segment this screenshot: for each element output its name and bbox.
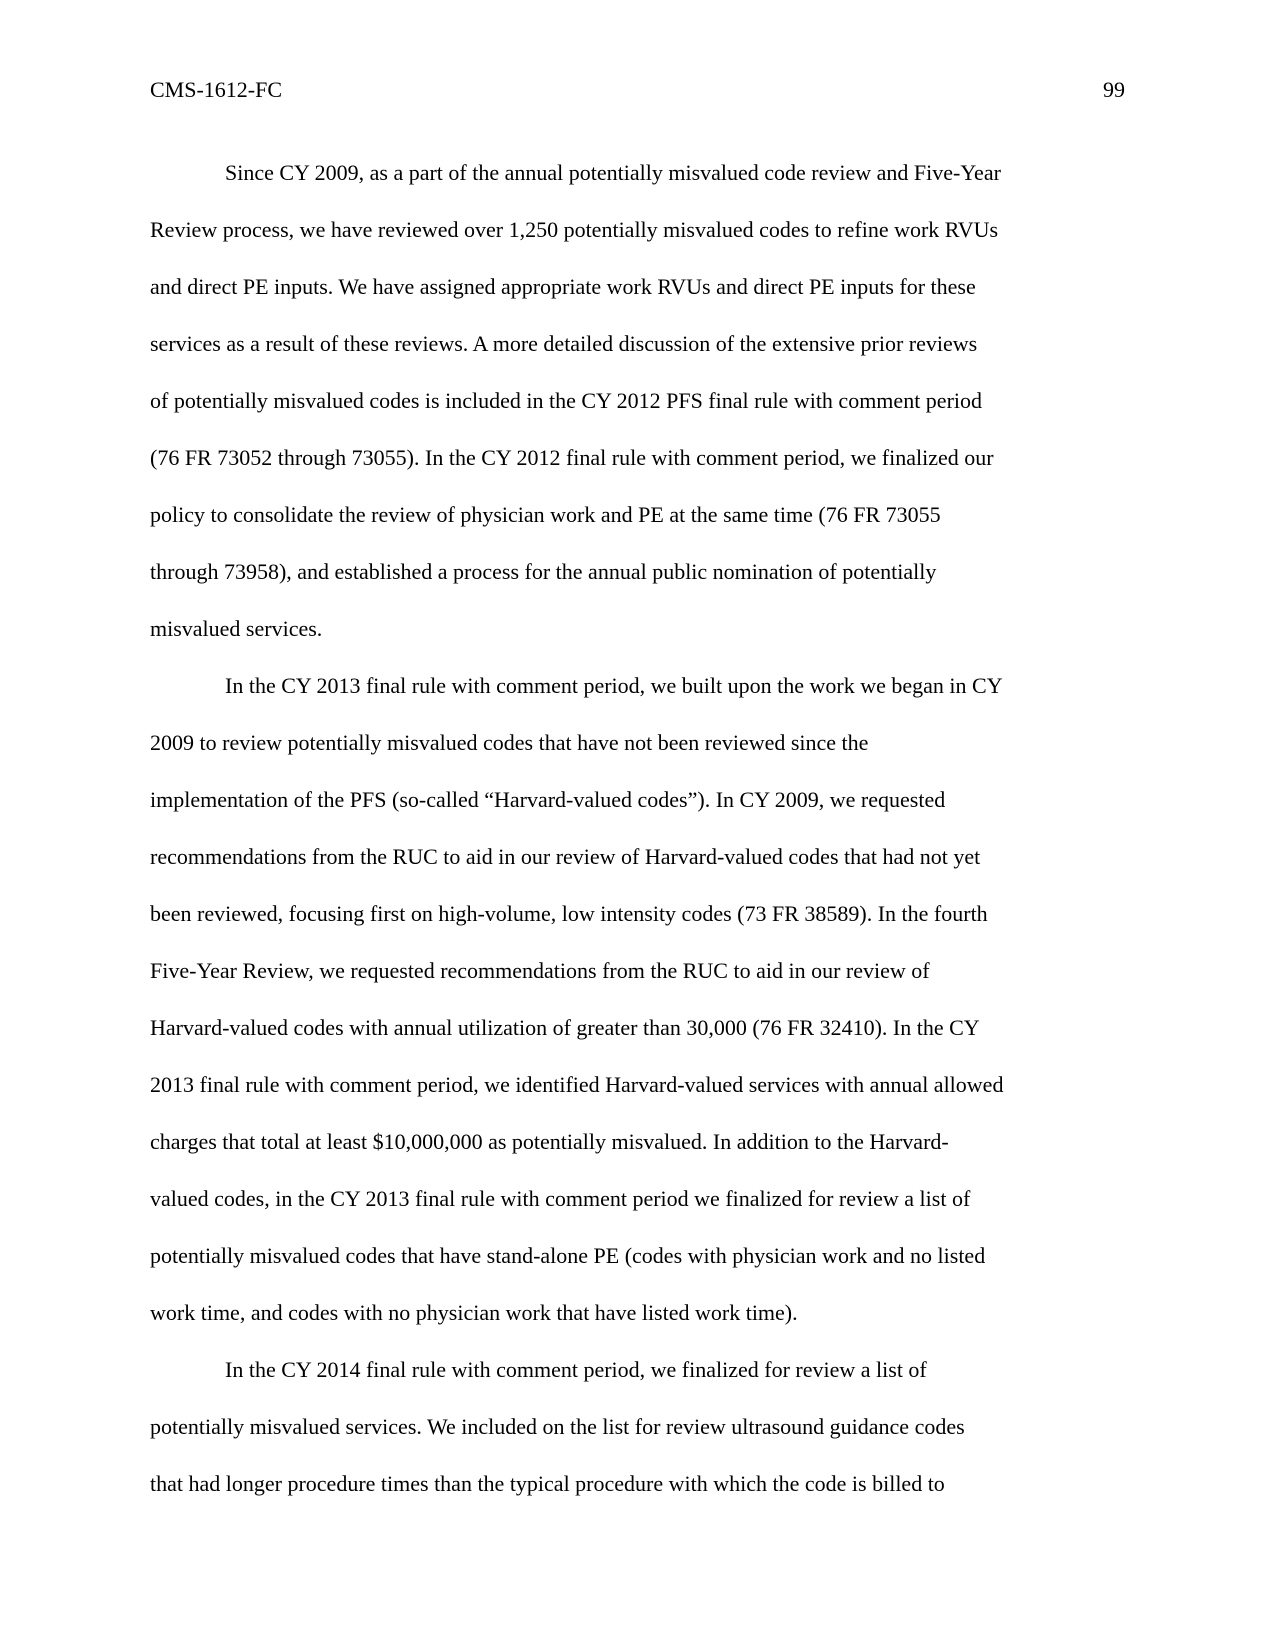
- paragraph-line: implementation of the PFS (so-called “Harvard-valued codes”). In CY 2009, we requested: [150, 787, 946, 812]
- paragraph-line: services as a result of these reviews. A more detailed discussion of the extensive prior reviews: [150, 331, 978, 356]
- paragraph-line: potentially misvalued services. We included on the list for review ultrasound guidance codes: [150, 1414, 965, 1439]
- paragraph-line: Five-Year Review, we requested recommendations from the RUC to aid in our review of: [150, 958, 930, 983]
- paragraph-line: Harvard-valued codes with annual utilization of greater than 30,000 (76 FR 32410). In the CY: [150, 1015, 980, 1040]
- paragraph-line: valued codes, in the CY 2013 final rule with comment period we finalized for review a list of: [150, 1186, 971, 1211]
- paragraph-line: In the CY 2014 final rule with comment period, we finalized for review a list of: [225, 1357, 927, 1382]
- document-id: CMS-1612-FC: [150, 77, 283, 102]
- paragraph-line: (76 FR 73052 through 73055). In the CY 2012 final rule with comment period, we finalized our: [150, 445, 994, 470]
- paragraph-line: charges that total at least $10,000,000 as potentially misvalued. In addition to the Harvard-: [150, 1129, 949, 1154]
- body-text: [150, 144, 1130, 1512]
- paragraph-line: recommendations from the RUC to aid in our review of Harvard-valued codes that had not yet: [150, 844, 981, 869]
- paragraph-line: Review process, we have reviewed over 1,250 potentially misvalued codes to refine work RVUs: [150, 217, 999, 242]
- paragraph-line: 2009 to review potentially misvalued codes that have not been reviewed since the: [150, 730, 869, 755]
- paragraph-line: work time, and codes with no physician work that have listed work time).: [150, 1300, 798, 1325]
- paragraph-line: 2013 final rule with comment period, we identified Harvard-valued services with annual allowed: [150, 1072, 1004, 1097]
- paragraph-line: been reviewed, focusing first on high-volume, low intensity codes (73 FR 38589). In the fourth: [150, 901, 988, 926]
- paragraph-line: through 73958), and established a process for the annual public nomination of potentially: [150, 559, 937, 584]
- paragraph-line: policy to consolidate the review of physician work and PE at the same time (76 FR 73055: [150, 502, 941, 527]
- paragraph-line: potentially misvalued codes that have stand-alone PE (codes with physician work and no listed: [150, 1243, 986, 1268]
- paragraph-line: Since CY 2009, as a part of the annual potentially misvalued code review and Five-Year: [225, 160, 1001, 185]
- paragraph-line: misvalued services.: [150, 616, 323, 641]
- page-number: 99: [1103, 77, 1125, 102]
- paragraph-line: In the CY 2013 final rule with comment period, we built upon the work we began in CY: [225, 673, 1003, 698]
- paragraph-line: that had longer procedure times than the typical procedure with which the code is billed to: [150, 1471, 945, 1496]
- paragraph-line: and direct PE inputs. We have assigned appropriate work RVUs and direct PE inputs for these: [150, 274, 976, 299]
- paragraph-line: of potentially misvalued codes is included in the CY 2012 PFS final rule with comment period: [150, 388, 983, 413]
